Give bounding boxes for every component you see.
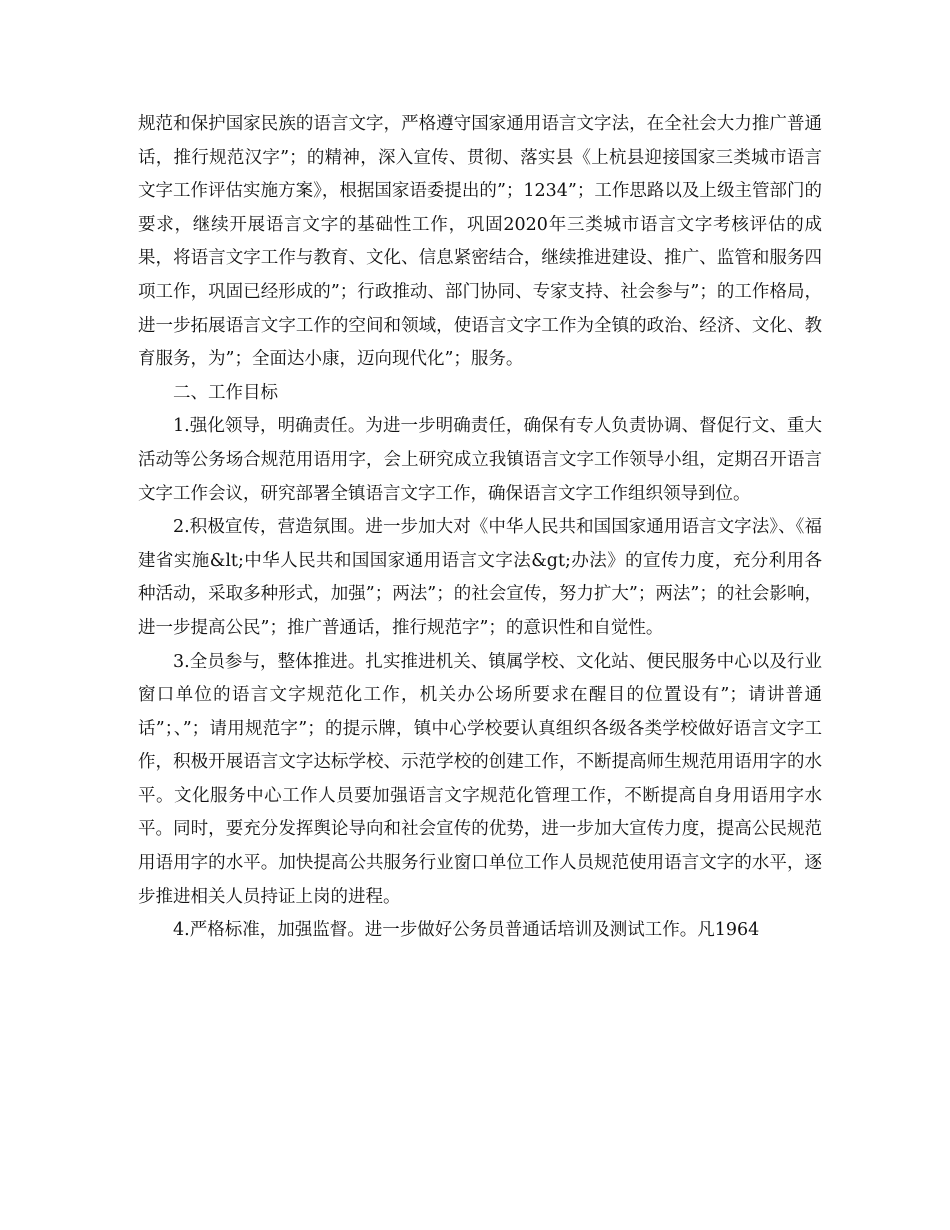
paragraph-goal-1: 1.强化领导，明确责任。为进一步明确责任，确保有专人负责协调、督促行文、重大活动等公务场合规范用语用字，会上研究成立我镇语言文字工作领导小组，定期召开语言文字工作会议，研究部署全镇语言文字工作，确保语言文字工作组织领导到位。 bbox=[138, 416, 822, 504]
paragraph-goal-4: 4.严格标准，加强监督。进一步做好公务员普通话培训及测试工作。凡1964 bbox=[173, 920, 760, 941]
paragraph-guiding-principle: 规范和保护国家民族的语言文字，严格遵守国家通用语言文字法，在全社会大力推广普通话，推行规范汉字”；的精神，深入宣传、贯彻、落实县《上杭县迎接国家三类城市语言文字工作评估实施方案》，根据国家语委提出的”；1234”；工作思路以及上级主管部门的要求，继续开展语言文字的基础性工作，巩固2020年三类城市语言文字考核评估的成果，将语言文字工作与教育、文化、信息紧密结合，继续推进建设、推广、监管和服务四项工作，巩固已经形成的”；行政推动、部门协同、专家支持、社会参与”；的工作格局，进一步拓展语言文字工作的空间和领域，使语言文字工作为全镇的政治、经济、文化、教育服务，为”；全面达小康，迈向现代化”；服务。 bbox=[138, 114, 822, 370]
document-page bbox=[138, 108, 822, 948]
paragraph-goal-3: 3.全员参与，整体推进。扎实推进机关、镇属学校、文化站、便民服务中心以及行业窗口单位的语言文字规范化工作，机关办公场所要求在醒目的位置设有”；请讲普通话”；、”；请用规范字”；的提示牌，镇中心学校要认真组织各级各类学校做好语言文字工作，积极开展语言文字达标学校、示范学校的创建工作，不断提高师生规范用语用字的水平。文化服务中心工作人员要加强语言文字规范化管理工作，不断提高自身用语用字水平。同时，要充分发挥舆论导向和社会宣传的优势，进一步加大宣传力度，提高公民规范用语用字的水平。加快提高公共服务行业窗口单位工作人员规范使用语言文字的水平，逐步推进相关人员持证上岗的进程。 bbox=[138, 651, 822, 907]
section-heading-work-goals: 二、工作目标 bbox=[173, 382, 278, 403]
paragraph-goal-2: 2.积极宣传，营造氛围。进一步加大对《中华人民共和国国家通用语言文字法》、《福建省实施&lt;中华人民共和国国家通用语言文字法&gt;办法》的宣传力度，充分利用各种活动，采取多种形式，加强”；两法”；的社会宣传，努力扩大”；两法”；的社会影响，进一步提高公民”；推广普通话，推行规范字”；的意识性和自觉性。 bbox=[138, 517, 822, 638]
